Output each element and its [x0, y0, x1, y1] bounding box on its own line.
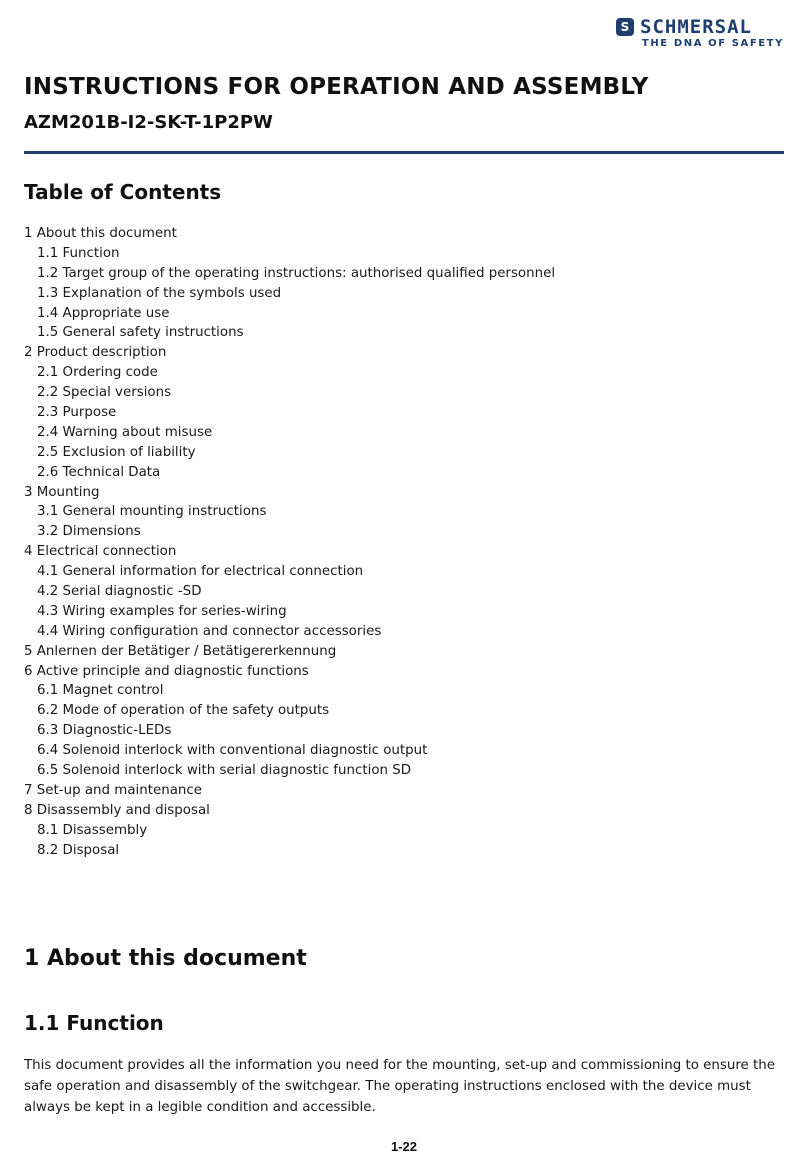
toc-entry[interactable]: 1 About this document: [24, 226, 177, 241]
section-heading: 1 About this document: [24, 946, 307, 971]
toc-entry[interactable]: 1.1 Function: [37, 245, 120, 261]
schmersal-logo: [616, 14, 784, 54]
toc-entry[interactable]: 6 Active principle and diagnostic functions: [24, 663, 309, 679]
toc-entry[interactable]: 6.3 Diagnostic-LEDs: [37, 723, 172, 739]
logo-tagline: THE DNA OF SAFETY: [641, 38, 784, 49]
logo-mark-icon: S: [616, 18, 634, 36]
toc-entry[interactable]: 4.1 General information for electrical connection: [37, 564, 364, 580]
toc-entry[interactable]: 4.2 Serial diagnostic -SD: [37, 584, 202, 600]
toc-heading: Table of Contents: [24, 180, 222, 204]
toc-entry[interactable]: 1.2 Target group of the operating instructions: authorised qualified personnel: [37, 265, 556, 281]
logo-name: SCHMERSAL: [640, 16, 752, 38]
toc-entry[interactable]: 2.2 Special versions: [37, 385, 172, 401]
toc-entry[interactable]: 4 Electrical connection: [24, 544, 177, 560]
toc-entry[interactable]: 6.4 Solenoid interlock with conventional diagnostic output: [37, 743, 428, 759]
toc-entry[interactable]: 1.3 Explanation of the symbols used: [37, 285, 282, 301]
toc-entry[interactable]: 7 Set-up and maintenance: [24, 782, 203, 798]
toc-entry[interactable]: 2.6 Technical Data: [37, 464, 161, 480]
toc-entry[interactable]: 6.5 Solenoid interlock with serial diagnostic function SD: [37, 763, 412, 779]
toc-entry[interactable]: 8.1 Disassembly: [37, 822, 148, 838]
header-divider: [24, 151, 784, 154]
toc-entry[interactable]: 2.1 Ordering code: [37, 365, 158, 381]
toc-entry[interactable]: 5 Anlernen der Betätiger / Betätigererkennung: [24, 643, 337, 659]
toc-entry[interactable]: 2.3 Purpose: [37, 405, 117, 421]
toc-entry[interactable]: 8.2 Disposal: [37, 842, 120, 858]
subsection-heading: 1.1 Function: [24, 1011, 164, 1035]
table-of-contents: [24, 224, 555, 861]
document-title: INSTRUCTIONS FOR OPERATION AND ASSEMBLY: [24, 74, 649, 100]
toc-entry[interactable]: 4.3 Wiring examples for series-wiring: [37, 603, 287, 619]
toc-entry[interactable]: 2.5 Exclusion of liability: [37, 444, 196, 460]
toc-entry[interactable]: 1.5 General safety instructions: [37, 325, 244, 341]
toc-entry[interactable]: 4.4 Wiring configuration and connector accessories: [37, 623, 382, 639]
document-subtitle: AZM201B-I2-SK-T-1P2PW: [24, 112, 273, 133]
toc-entry[interactable]: 6.1 Magnet control: [37, 683, 164, 699]
toc-entry[interactable]: 8 Disassembly and disposal: [24, 802, 210, 818]
toc-entry[interactable]: 1.4 Appropriate use: [37, 305, 170, 321]
page-number: 1-22: [390, 1139, 418, 1154]
toc-entry[interactable]: 3.2 Dimensions: [37, 524, 141, 540]
toc-entry[interactable]: 6.2 Mode of operation of the safety outputs: [37, 703, 330, 719]
body-paragraph: This document provides all the information you need for the mounting, set-up and commissioning to ensure the safe operation and disassembly of the switchgear. The operating instructions enclosed with the device must always be kept in a legible condition and accessible.: [24, 1058, 776, 1115]
toc-entry[interactable]: 2.4 Warning about misuse: [37, 424, 213, 440]
toc-entry[interactable]: 3 Mounting: [24, 484, 100, 500]
toc-entry[interactable]: 3.1 General mounting instructions: [37, 504, 267, 520]
toc-entry[interactable]: 2 Product description: [24, 345, 167, 361]
